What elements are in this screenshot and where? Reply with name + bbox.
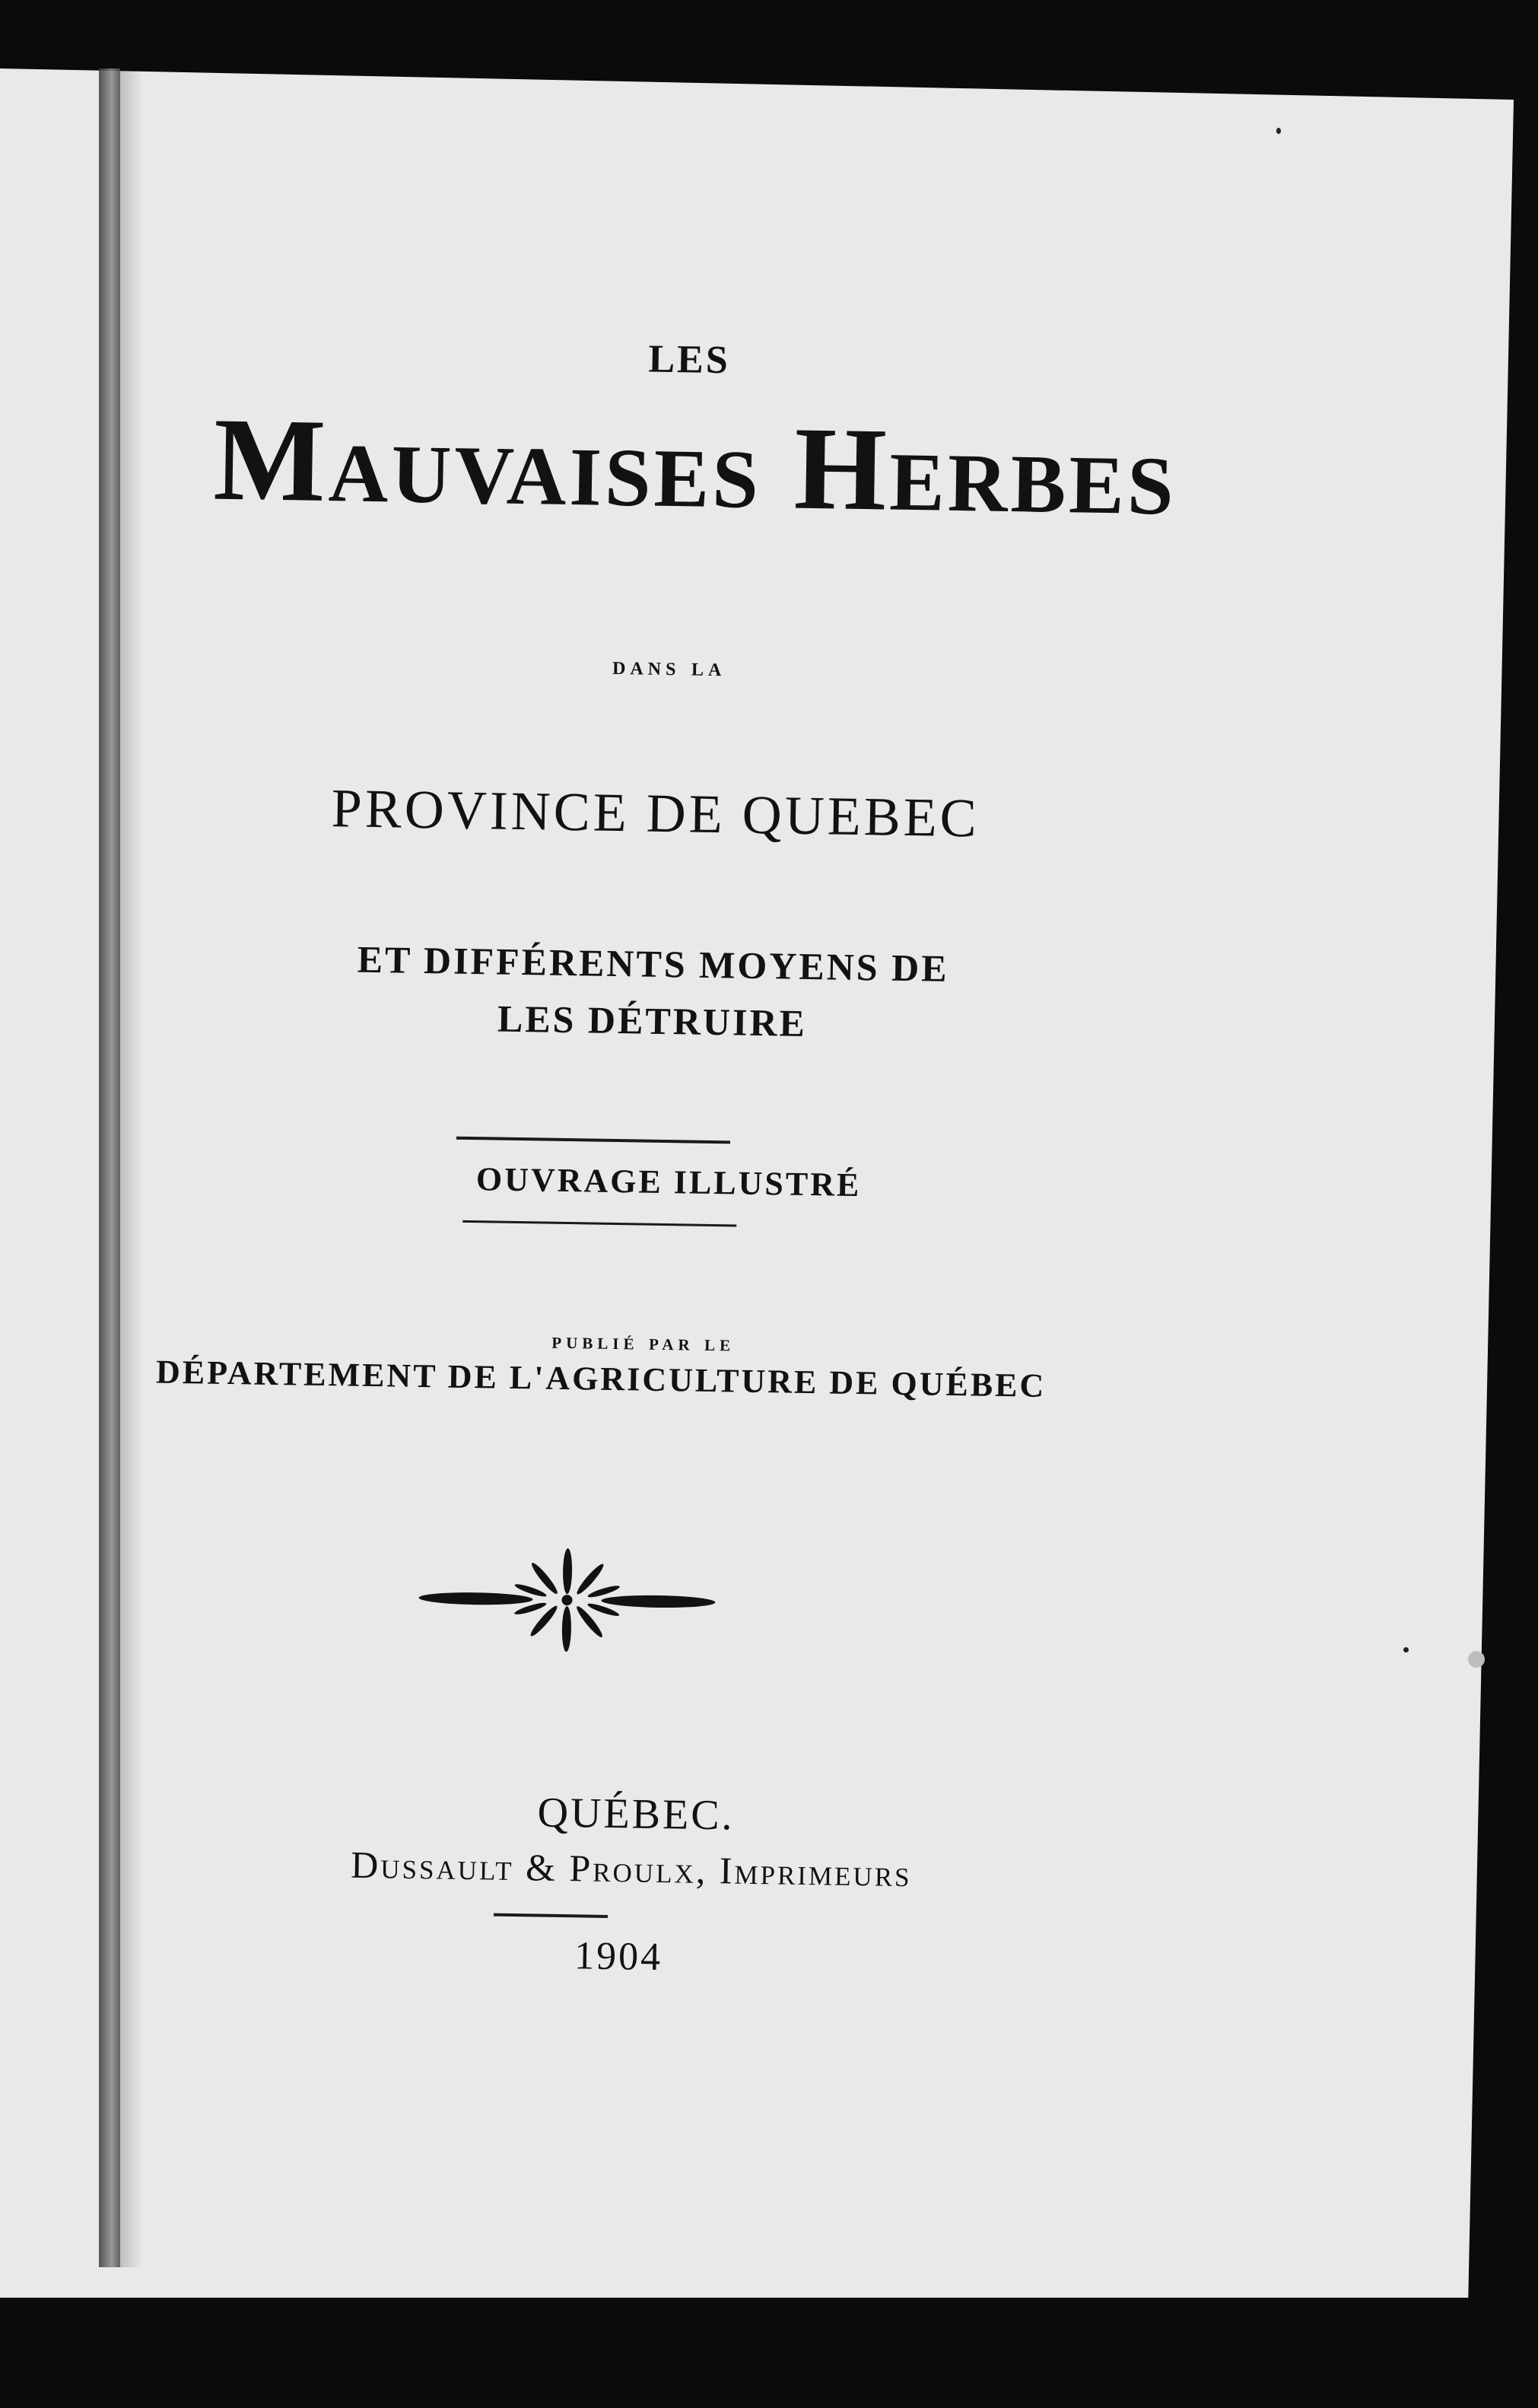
imprint-printer: Dussault & Proulx, Imprimeurs xyxy=(350,1843,913,1895)
publisher-prefix: publié par le xyxy=(551,1328,736,1357)
illustrated-note: OUVRAGE ILLUSTRÉ xyxy=(475,1160,862,1204)
divider-rule xyxy=(494,1913,608,1918)
title-prefix: LES xyxy=(648,337,731,383)
paper-speck xyxy=(1468,1651,1485,1668)
imprint-city: QUÉBEC. xyxy=(537,1789,736,1840)
paper-speck xyxy=(1276,128,1281,134)
book-title: Mauvaises Herbes xyxy=(212,393,1178,540)
title-connector: dans la xyxy=(612,651,726,682)
divider-rule xyxy=(462,1220,736,1227)
flower-ornament-icon xyxy=(414,1543,720,1662)
subtitle-line-2: LES DÉTRUIRE xyxy=(497,997,808,1045)
subtitle-line-1: ET DIFFÉRENTS MOYENS DE xyxy=(357,937,950,990)
imprint-year: 1904 xyxy=(574,1934,663,1980)
publisher-department: DÉPARTEMENT DE L'AGRICULTURE DE QUÉBEC xyxy=(155,1353,1047,1404)
divider-rule xyxy=(456,1137,730,1144)
paper-speck xyxy=(1403,1647,1409,1653)
province-heading: PROVINCE DE QUEBEC xyxy=(331,778,980,849)
